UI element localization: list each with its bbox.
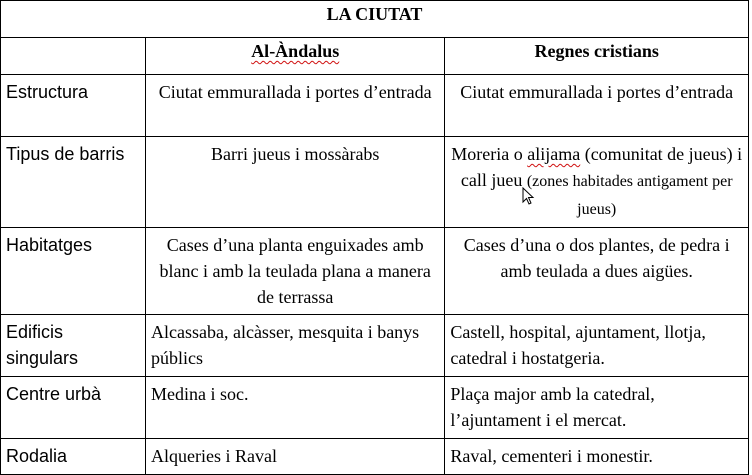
header-al-andalus: Al-Àndalus — [146, 38, 445, 75]
cell-andalus: Ciutat emmurallada i portes d’entrada — [146, 75, 445, 137]
cell-andalus: Cases d’una planta enguixades amb blanc i amb la teulada plana a manera de terrassa — [146, 228, 445, 315]
header-row — [1, 38, 749, 75]
header-empty — [1, 38, 146, 75]
cell-andalus: Alcassaba, alcàsser, mesquita i banys públics — [146, 315, 445, 377]
table-row — [1, 75, 749, 137]
cell-cristians: Ciutat emmurallada i portes d’entrada — [445, 75, 749, 137]
cell-andalus: Barri jueus i mossàrabs — [146, 137, 445, 228]
table-title: LA CIUTAT — [1, 1, 749, 38]
table-row — [1, 315, 749, 377]
row-label: Habitatges — [1, 228, 146, 315]
row-label: Rodalia — [1, 439, 146, 475]
cell-cristians: Moreria o alijama (comunitat de jueus) i call jueu (zones habitades antigament per jueus) — [445, 137, 749, 228]
mouse-pointer-icon — [522, 187, 536, 207]
table-row — [1, 439, 749, 475]
row-label: Edificis singulars — [1, 315, 146, 377]
cell-andalus: Medina i soc. — [146, 377, 445, 439]
title-row — [1, 1, 749, 38]
header-regnes-cristians: Regnes cristians — [445, 38, 749, 75]
table-row — [1, 228, 749, 315]
cell-cristians: Raval, cementeri i monestir. — [445, 439, 749, 475]
cell-cristians: Castell, hospital, ajuntament, llotja, catedral i hostatgeria. — [445, 315, 749, 377]
row-label: Centre urbà — [1, 377, 146, 439]
table-row — [1, 137, 749, 228]
row-label: Tipus de barris — [1, 137, 146, 228]
cell-cristians: Plaça major amb la catedral, l’ajuntament i el mercat. — [445, 377, 749, 439]
cell-cristians: Cases d’una o dos plantes, de pedra i amb teulada a dues aigües. — [445, 228, 749, 315]
row-label: Estructura — [1, 75, 146, 137]
cell-andalus: Alqueries i Raval — [146, 439, 445, 475]
table-row — [1, 377, 749, 439]
